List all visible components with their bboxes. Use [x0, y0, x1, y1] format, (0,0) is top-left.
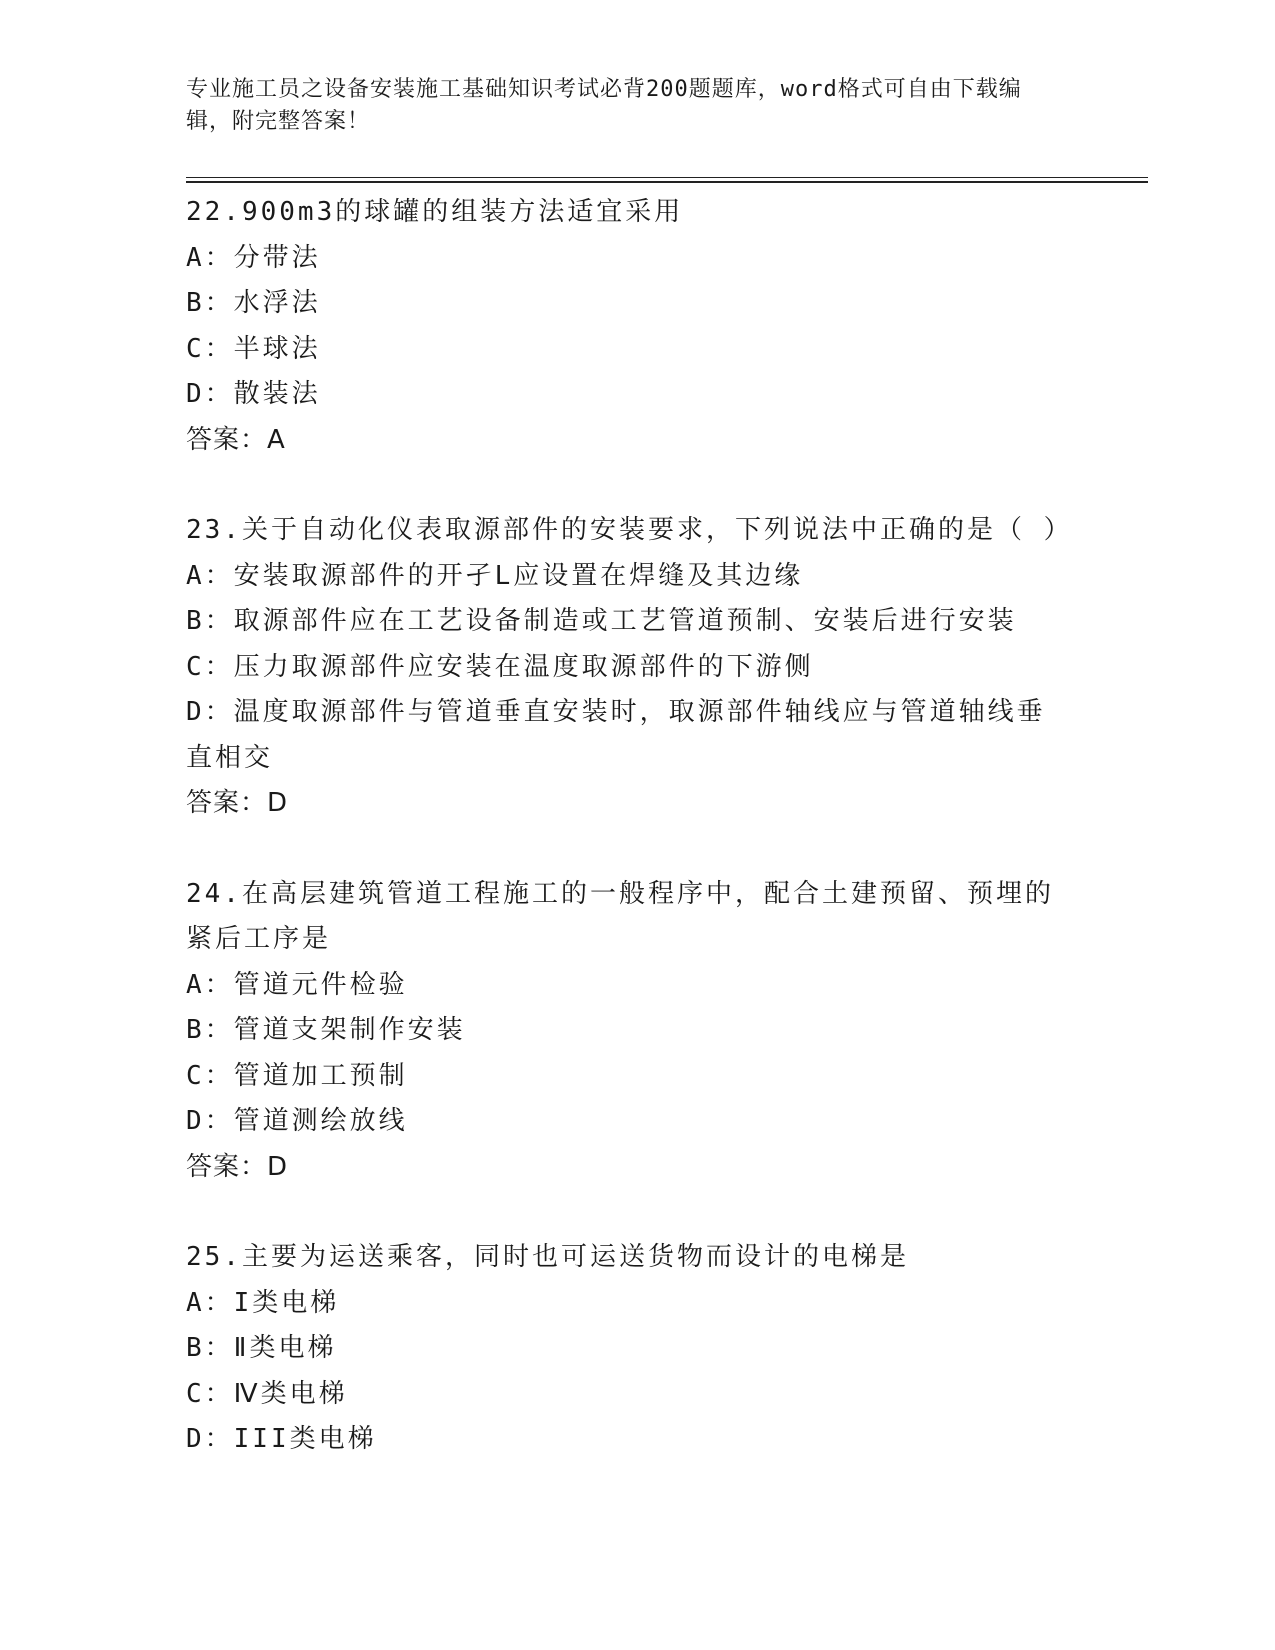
question-stem: 24.在高层建筑管道工程施工的一般程序中，配合土建预留、预埋的紧后工序是	[186, 878, 1054, 954]
answer: 答案：D	[186, 788, 289, 818]
header-rule-thin	[186, 177, 1148, 178]
option-a: A：安装取源部件的开孑L应设置在焊缝及其边缘	[186, 560, 804, 591]
question-22	[186, 190, 1066, 463]
option-c: C：Ⅳ类电梯	[186, 1378, 348, 1409]
question-25	[186, 1235, 1066, 1463]
document-header: 专业施工员之设备安装施工基础知识考试必背200题题库，word格式可自由下载编辑，附完整答案！	[186, 77, 1022, 134]
option-d: D：III类电梯	[186, 1424, 377, 1454]
answer: 答案：A	[186, 424, 286, 455]
question-stem: 23.关于自动化仪表取源部件的安装要求，下列说法中正确的是（ ）	[186, 515, 1073, 545]
question-stem: 25.主要为运送乘客，同时也可运送货物而设计的电梯是	[186, 1242, 909, 1272]
option-a: A：管道元件检验	[186, 969, 408, 1000]
option-a: A：分带法	[186, 242, 321, 273]
option-d: D：散装法	[186, 379, 321, 409]
question-list	[186, 190, 1073, 1508]
question-stem: 22.900m3的球罐的组装方法适宜采用	[186, 197, 684, 227]
option-b: B：水浮法	[186, 288, 321, 318]
option-c: C：管道加工预制	[186, 1060, 408, 1091]
header-rule-thick	[186, 181, 1148, 183]
option-c: C：压力取源部件应安装在温度取源部件的下游侧	[186, 651, 814, 682]
option-d: D：管道测绘放线	[186, 1106, 408, 1136]
option-c: C：半球法	[186, 333, 321, 364]
answer: 答案：D	[186, 1151, 289, 1182]
option-a: A：I类电梯	[186, 1287, 340, 1318]
option-b: B：取源部件应在工艺设备制造或工艺管道预制、安装后进行安装	[186, 606, 1017, 636]
option-b: B：Ⅱ类电梯	[186, 1333, 337, 1363]
option-d: D：温度取源部件与管道垂直安装时，取源部件轴线应与管道轴线垂直相交	[186, 697, 1046, 773]
question-24	[186, 872, 1066, 1191]
option-b: B：管道支架制作安装	[186, 1015, 466, 1045]
question-23	[186, 508, 1073, 827]
